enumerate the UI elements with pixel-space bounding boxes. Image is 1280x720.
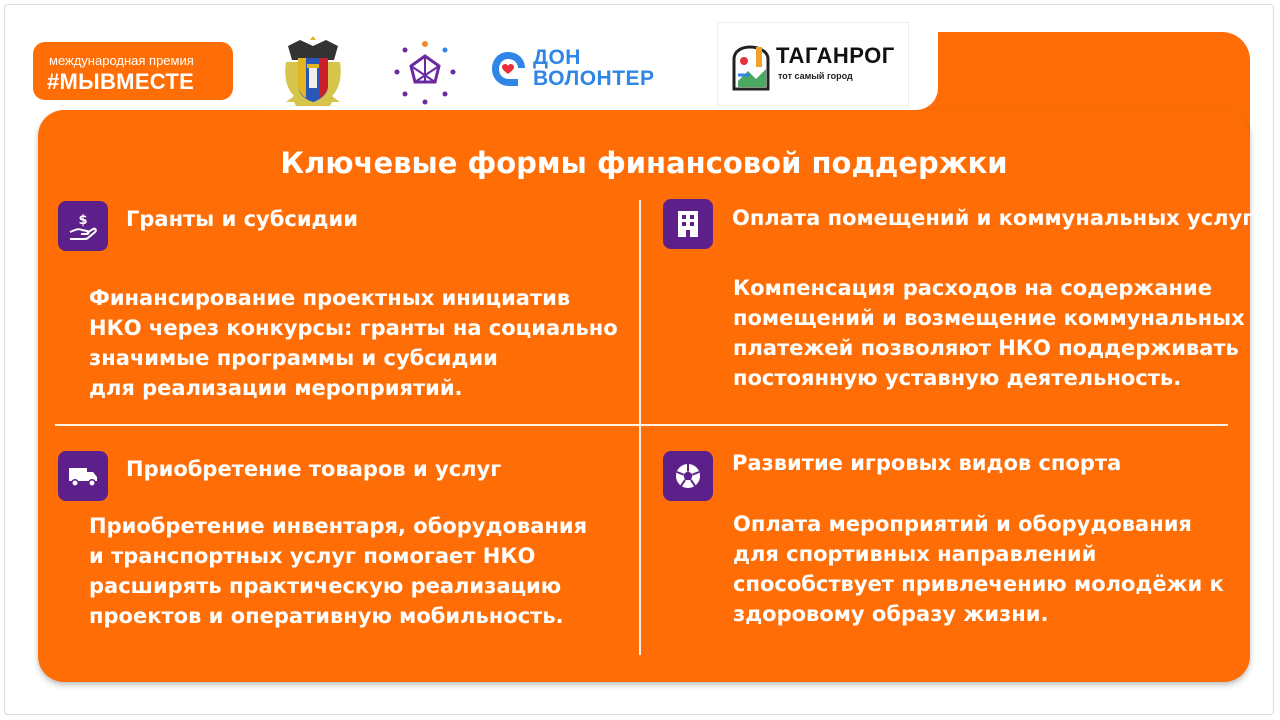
taganrog-slogan: тот самый город [778, 71, 853, 81]
text-line: Финансирование проектных инициатив [89, 286, 571, 310]
text-line: здоровому образу жизни. [733, 602, 1049, 626]
vertical-divider [639, 200, 641, 655]
text-line: расширять практическую реализацию [89, 574, 562, 598]
section-text-premises [733, 273, 1245, 393]
truck-icon [58, 451, 108, 501]
text-line: платежей позволяют НКО поддерживать [733, 336, 1239, 360]
taganrog-logo [717, 22, 909, 106]
page-title: Ключевые формы финансовой поддержки [280, 146, 1008, 180]
award-subtitle: международная премия [49, 53, 194, 68]
money-hand-icon [58, 201, 108, 251]
text-line: способствует привлечению молодёжи к [733, 572, 1224, 596]
text-line: помещений и возмещение коммунальных [733, 306, 1245, 330]
don-volunteer-line2: ВОЛОНТЕР [533, 67, 655, 90]
section-title-grants: Гранты и субсидии [126, 207, 358, 231]
rostov-region-coat-of-arms-icon [280, 36, 346, 108]
building-icon [663, 199, 713, 249]
text-line: Оплата мероприятий и оборудования [733, 512, 1192, 536]
section-text-goods [89, 511, 587, 631]
horizontal-divider [55, 424, 1228, 426]
taganrog-name: ТАГАНРОГ [776, 43, 895, 68]
section-text-sports [733, 509, 1224, 629]
text-line: для реализации мероприятий. [89, 376, 463, 400]
text-line: значимые программы и субсидии [89, 346, 498, 370]
text-line: постоянную уставную деятельность. [733, 366, 1182, 390]
section-title-sports: Развитие игровых видов спорта [732, 451, 1122, 475]
section-text-grants [89, 283, 618, 403]
don-volunteer-logo-icon [490, 50, 526, 90]
svg-text:$: $ [78, 213, 88, 228]
soccer-ball-icon [663, 451, 713, 501]
award-badge [33, 42, 233, 100]
text-line: Приобретение инвентаря, оборудования [89, 514, 588, 538]
taganrog-emblem-icon [730, 41, 772, 93]
don-volunteer-wordmark [533, 47, 655, 89]
text-line: и транспортных услуг помогает НКО [89, 544, 536, 568]
don-volunteer-line1: ДОН [533, 46, 581, 69]
text-line: Компенсация расходов на содержание [733, 276, 1212, 300]
text-line: для спортивных направлений [733, 542, 1097, 566]
award-hashtag: #МЫВМЕСТЕ [47, 69, 195, 94]
domolodoy-logo-icon [385, 36, 465, 108]
text-line: проектов и оперативную мобильность. [89, 604, 564, 628]
section-title-goods: Приобретение товаров и услуг [126, 457, 502, 481]
text-line: НКО через конкурсы: гранты на социально [89, 316, 618, 340]
section-title-premises: Оплата помещений и коммунальных услуг [732, 206, 1254, 230]
